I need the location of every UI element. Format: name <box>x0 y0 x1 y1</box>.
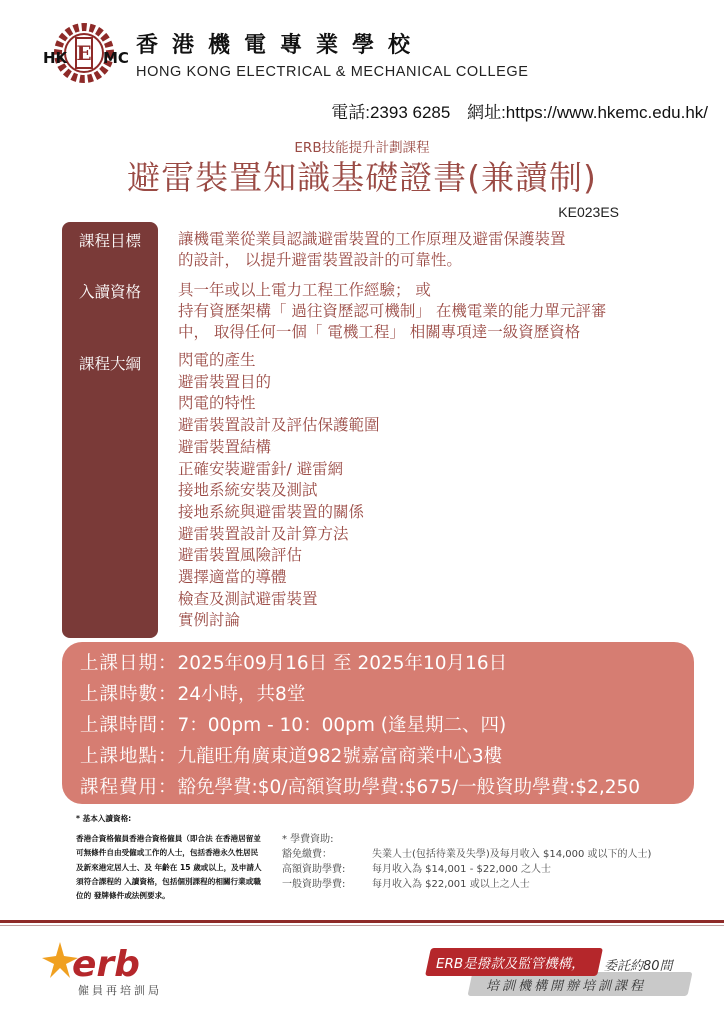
outline-item: 避雷裝置目的 <box>178 372 272 391</box>
schedule-fee-row <box>80 772 694 803</box>
schedule-hours-row <box>80 679 694 710</box>
basic-eligibility-note <box>76 812 262 903</box>
fee-subsidy-row <box>282 862 712 877</box>
outline-item: 避雷裝置風險評估 <box>178 546 303 565</box>
schedule-time-label: 上課時間： <box>80 715 178 736</box>
outline-label: 課程大綱 <box>78 355 141 373</box>
objective-label: 課程目標 <box>78 232 141 250</box>
fee-subsidy-value: 失業人士(包括待業及失學)及每月收入 $14,000 或以下的人士) <box>372 849 652 860</box>
footer-divider-thin <box>0 925 724 926</box>
fee-subsidy-row <box>282 847 712 862</box>
course-code: KE023ES <box>558 204 619 220</box>
svg-text:MC: MC <box>103 49 129 67</box>
fee-subsidy-row <box>282 877 712 892</box>
fee-subsidy-value: 每月收入為 $22,001 或以上之人士 <box>372 879 530 890</box>
outline-item: 接地系統安裝及測試 <box>178 481 318 500</box>
schedule-venue-label: 上課地點： <box>80 746 178 767</box>
schedule-hours-value: 24小時，共8堂 <box>177 684 306 705</box>
program-subtitle: ERB技能提升計劃課程 <box>294 140 430 156</box>
outline-item: 避雷裝置結構 <box>178 437 272 456</box>
erb-name: 僱員再培訓局 <box>78 984 162 997</box>
entry-requirement-label: 入讀資格 <box>78 283 141 301</box>
schedule-fee-value: 豁免學費:$0/高額資助學費:$675/一般資助學費:$2,250 <box>177 777 641 798</box>
fee-subsidy-label: 一般資助學費: <box>282 879 346 890</box>
entry-line: 具一年或以上電力工程工作經驗； 或 <box>178 281 431 299</box>
schedule-time-row <box>80 710 694 741</box>
website-link[interactable]: 網址:https://www.hkemc.edu.hk/ <box>467 103 708 122</box>
schedule-date-value: 2025年09月16日 至 2025年10月16日 <box>177 653 508 674</box>
fee-subsidy-label: 高額資助學費: <box>282 864 346 875</box>
outline-item: 閃電的產生 <box>178 351 256 369</box>
outline-item: 閃電的特性 <box>178 394 256 413</box>
schedule-fee-label: 課程費用： <box>80 777 178 798</box>
fee-subsidy-label: 豁免繳費： <box>282 849 332 860</box>
outline-item: 避雷裝置設計及評估保護範圍 <box>178 416 380 435</box>
fee-subsidy-value: 每月收入為 $14,001 - $22,000 之人士 <box>372 864 552 875</box>
fee-subsidy-note <box>282 832 712 892</box>
outline-item: 檢查及測試避雷裝置 <box>178 589 318 608</box>
svg-text:E: E <box>76 41 92 65</box>
erb-wordmark: erb <box>72 944 140 985</box>
college-header <box>40 18 680 88</box>
objective-line: 的設計， 以提升避雷裝置設計的可靠性。 <box>178 251 462 269</box>
objective-text <box>178 229 678 271</box>
contact-info <box>319 98 708 123</box>
entry-line: 持有資歷架構「 過往資歷認可機制」 在機電業的能力單元評審 <box>178 302 607 320</box>
schedule-venue-row <box>80 741 694 772</box>
schedule-venue-value: 九龍旺角廣東道982號嘉富商業中心3樓 <box>177 746 503 767</box>
footer-divider <box>0 920 724 923</box>
banner-grey-text: 培訓機構開辦培訓課程 <box>486 979 647 994</box>
outline-item: 實例討論 <box>178 611 241 630</box>
college-name-english: HONG KONG ELECTRICAL & MECHANICAL COLLEGE <box>136 64 529 80</box>
outline-list <box>178 350 578 632</box>
outline-item: 接地系統與避雷裝置的關係 <box>178 502 365 521</box>
outline-item: 選擇適當的導體 <box>178 568 287 587</box>
schedule-time-value: 7：00pm - 10：00pm (逢星期二、四) <box>177 715 507 736</box>
banner-right-text: 委託約80間 <box>604 959 673 974</box>
fee-subsidy-heading: * 學費資助: <box>282 834 334 845</box>
basic-eligibility-body: 香港合資格僱員香港合資格僱員（即合法 在香港居留並可無條件自由受僱或工作的人士，包括香港永久性居民及新來港定居人士、及 年齡在 15 歲或以上，及申請人須符合課程的 入讀資格，包括個別課程的相關行業或職位的 發牌條件或法例要求。 <box>76 834 262 901</box>
schedule-hours-label: 上課時數： <box>80 684 178 705</box>
outline-item: 正確安裝避雷針/ 避雷網 <box>178 459 344 478</box>
college-name-chinese: 香港機電專業學校 <box>136 32 425 58</box>
basic-eligibility-heading: * 基本入讀資格: <box>76 814 132 823</box>
entry-line: 中， 取得任何一個「 電機工程」 相關專項達一級資歷資格 <box>178 323 581 341</box>
objective-line: 讓機電業從業員認識避雷裝置的工作原理及避雷保護裝置 <box>178 230 566 248</box>
banner-red-text: ERB是撥款及監管機構， <box>436 956 585 972</box>
hkemc-logo-icon <box>40 22 132 86</box>
phone-number: 電話:2393 6285 <box>331 103 451 122</box>
outline-item: 避雷裝置設計及計算方法 <box>178 524 349 543</box>
course-title: 避雷裝置知識基礎證書(兼讀制) <box>127 158 597 197</box>
schedule-date-row <box>80 648 694 679</box>
entry-requirement-text <box>178 280 678 343</box>
schedule-box <box>62 642 694 804</box>
svg-text:HK: HK <box>43 49 68 67</box>
schedule-date-label: 上課日期： <box>80 653 178 674</box>
